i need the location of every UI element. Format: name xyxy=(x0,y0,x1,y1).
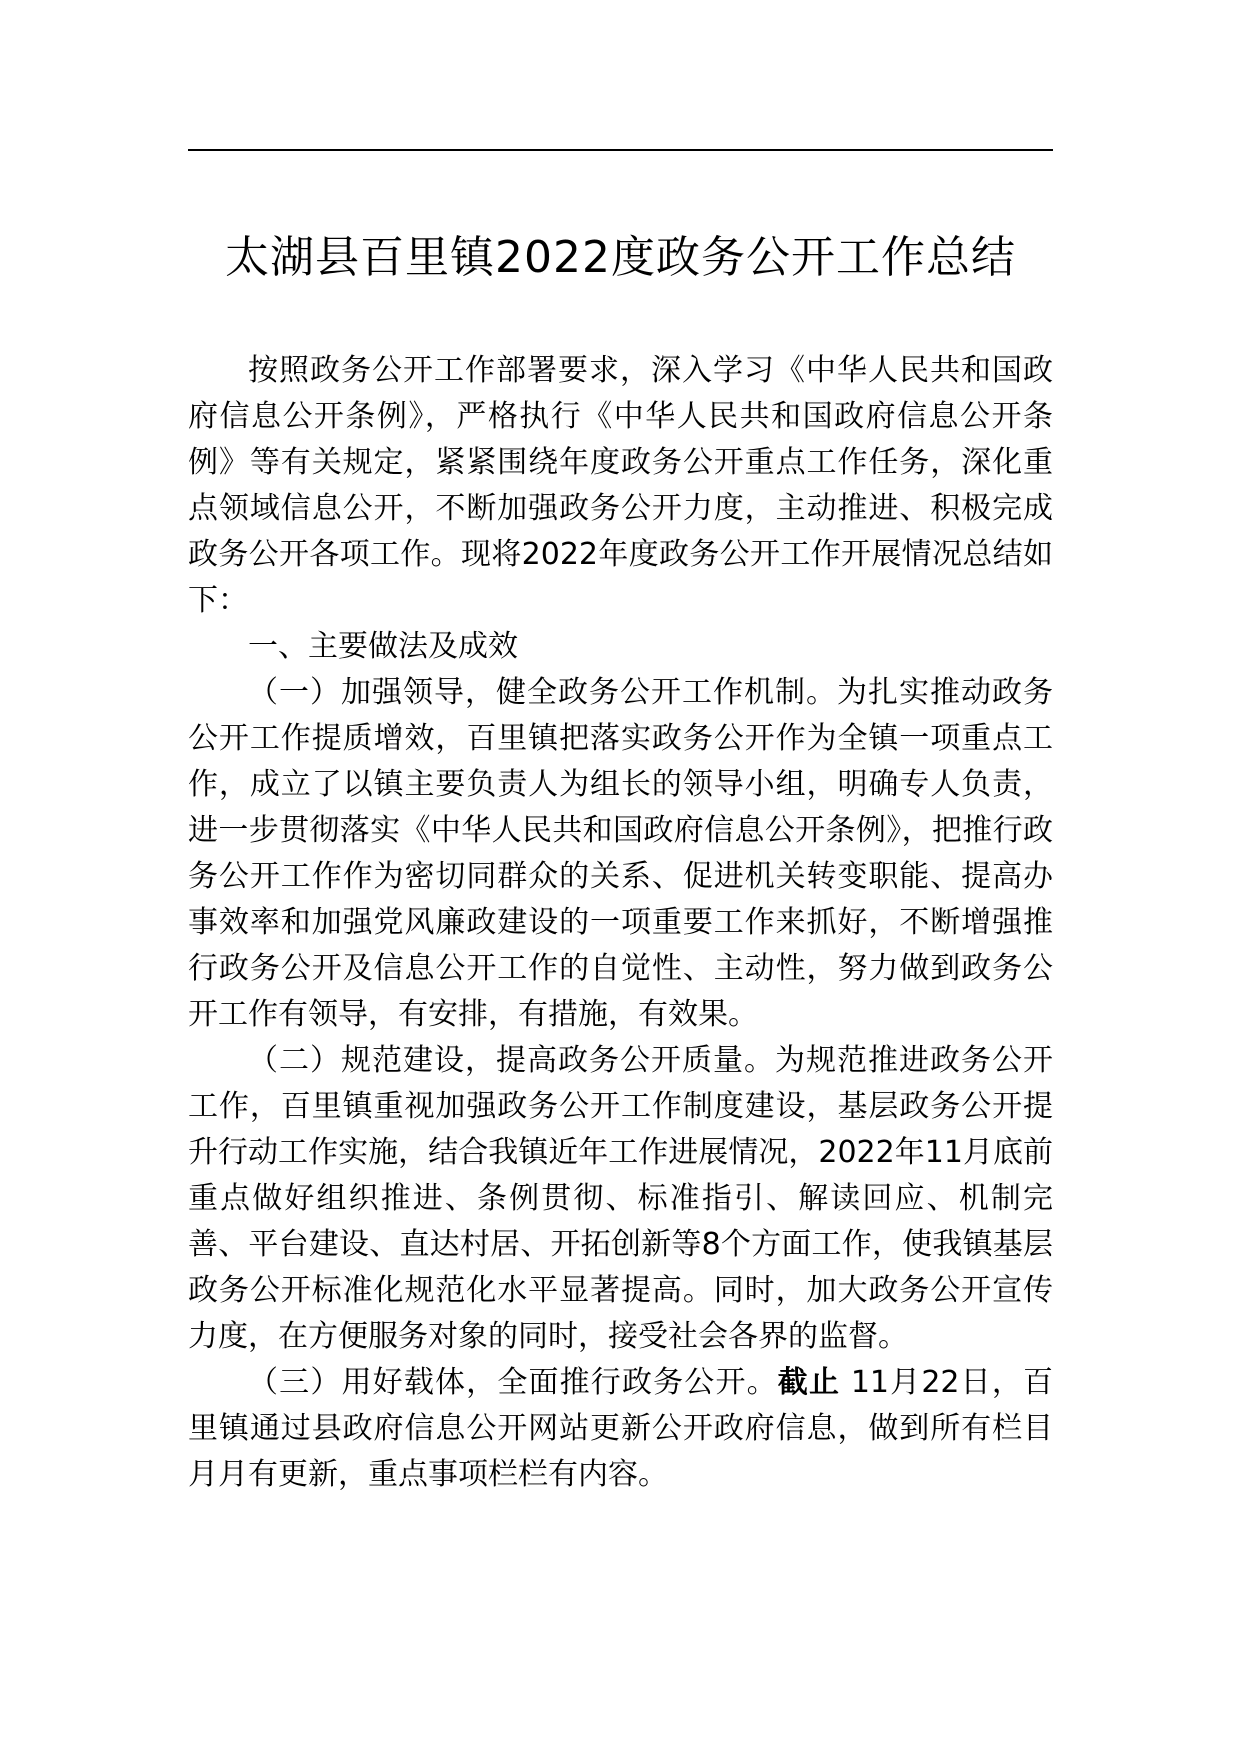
document-title: 太湖县百里镇2022度政务公开工作总结 xyxy=(225,232,1016,283)
paragraph-carriers-rest: 11月22日，百里镇通过县政府信息公开网站更新公开政府信息，做到所有栏目月月有更新，重点事项栏栏有内容。 xyxy=(188,1365,1054,1492)
document-body xyxy=(188,348,1053,1498)
paragraph-carriers xyxy=(188,1360,1053,1498)
paragraph-leadership: （一）加强领导，健全政务公开工作机制。为扎实推动政务公开工作提质增效，百里镇把落实政务公开作为全镇一项重点工作，成立了以镇主要负责人为组长的领导小组，明确专人负责，进一步贯彻落实《中华人民共和国政府信息公开条例》，把推行政务公开工作作为密切同群众的关系、促进机关转变职能、提高办事效率和加强党风廉政建设的一项重要工作来抓好，不断增强推行政务公开及信息公开工作的自觉性、主动性，努力做到政务公开工作有领导，有安排，有措施，有效果。 xyxy=(188,675,1053,1032)
paragraph-carriers-bold: 截止 xyxy=(777,1365,841,1400)
section-heading-text: 一、主要做法及成效 xyxy=(248,629,518,664)
paragraph-carriers-lead: （三）用好载体，全面推行政务公开。 xyxy=(248,1365,778,1400)
paragraph-standardization: （二）规范建设，提高政务公开质量。为规范推进政务公开工作，百里镇重视加强政务公开工作制度建设，基层政务公开提升行动工作实施，结合我镇近年工作进展情况，2022年11月底前重点做好组织推进、条例贯彻、标准指引、解读回应、机制完善、平台建设、直达村居、开拓创新等8个方面工作，使我镇基层政务公开标准化规范化水平显著提高。同时，加大政务公开宣传力度，在方便服务对象的同时，接受社会各界的监督。 xyxy=(188,1043,1053,1354)
section-heading xyxy=(188,624,1053,670)
header-rule xyxy=(188,149,1053,151)
intro-paragraph: 按照政务公开工作部署要求，深入学习《中华人民共和国政府信息公开条例》，严格执行《中华人民共和国政府信息公开条例》等有关规定，紧紧围绕年度政务公开重点工作任务，深化重点领域信息公开，不断加强政务公开力度，主动推进、积极完成政务公开各项工作。现将2022年度政务公开工作开展情况总结如下： xyxy=(188,353,1053,618)
